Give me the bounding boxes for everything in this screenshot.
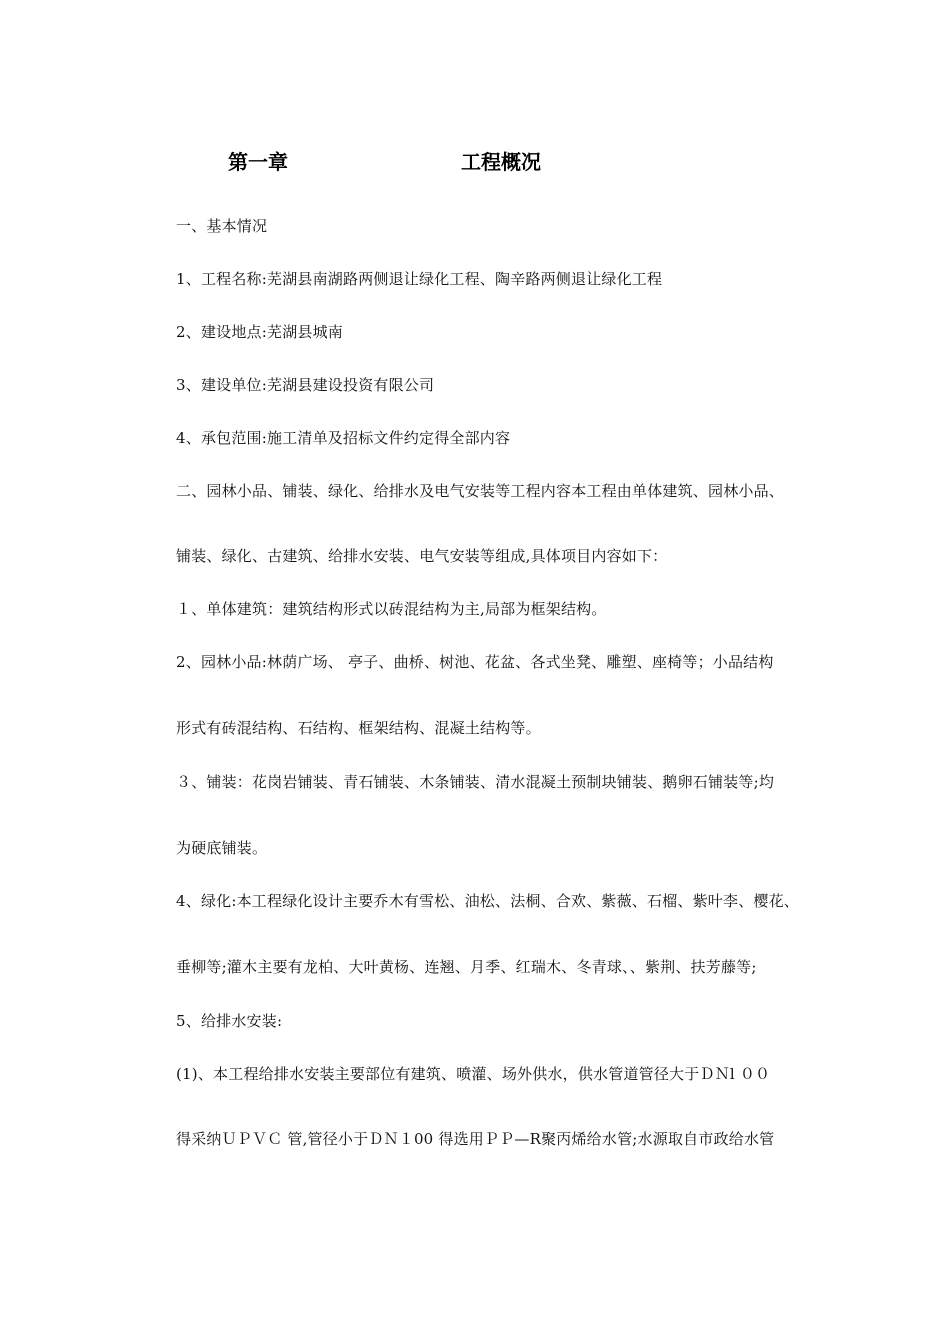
paragraph-line: 2、建设地点:芜湖县城南	[176, 323, 343, 341]
paragraph-line: 3、建设单位:芜湖县建设投资有限公司	[176, 376, 435, 394]
chapter-title: 工程概况	[461, 150, 541, 174]
paragraph-line: 5、给排水安装:	[176, 1012, 283, 1030]
paragraph-line: 铺装、绿化、古建筑、给排水安装、电气安装等组成,具体项目内容如下：	[176, 547, 668, 565]
paragraph-line: 4、绿化:本工程绿化设计主要乔木有雪松、油松、法桐、合欢、紫薇、石榴、紫叶李、樱花、	[176, 892, 800, 910]
chapter-heading	[0, 146, 950, 178]
section-heading-scope: 二、园林小品、铺装、绿化、给排水及电气安装等工程内容本工程由单体建筑、园林小品、	[176, 482, 785, 500]
chapter-number: 第一章	[228, 150, 288, 174]
paragraph-line: 垂柳等;灌木主要有龙柏、大叶黄杨、连翘、月季、红瑞木、冬青球、、紫荆、扶芳藤等;	[176, 958, 757, 976]
paragraph-line: 2、园林小品:林荫广场、 亭子、曲桥、树池、花盆、各式坐凳、雕塑、座椅等；小品结构	[176, 653, 774, 671]
paragraph-line: 为硬底铺装。	[176, 839, 268, 857]
paragraph-line: 形式有砖混结构、石结构、框架结构、混凝土结构等。	[176, 719, 541, 737]
paragraph-line: 得采纳ＵＰＶＣ 管,管径小于ＤＮ１00 得选用ＰＰ—R聚丙烯给水管;水源取自市政给水管	[176, 1130, 775, 1148]
paragraph-line: 4、承包范围:施工清单及招标文件约定得全部内容	[176, 429, 511, 447]
paragraph-line: ３、铺装：花岗岩铺装、青石铺装、木条铺装、清水混凝土预制块铺装、鹅卵石铺装等;均	[176, 773, 775, 791]
paragraph-line: (1)、本工程给排水安装主要部位有建筑、喷灌、场外供水，供水管道管径大于ＤＮl ００	[176, 1065, 771, 1083]
paragraph-line: １、单体建筑：建筑结构形式以砖混结构为主,局部为框架结构。	[176, 600, 607, 618]
paragraph-line: 1、工程名称:芜湖县南湖路两侧退让绿化工程、陶辛路两侧退让绿化工程	[176, 270, 663, 288]
section-heading-basic-info: 一、基本情况	[176, 217, 268, 235]
